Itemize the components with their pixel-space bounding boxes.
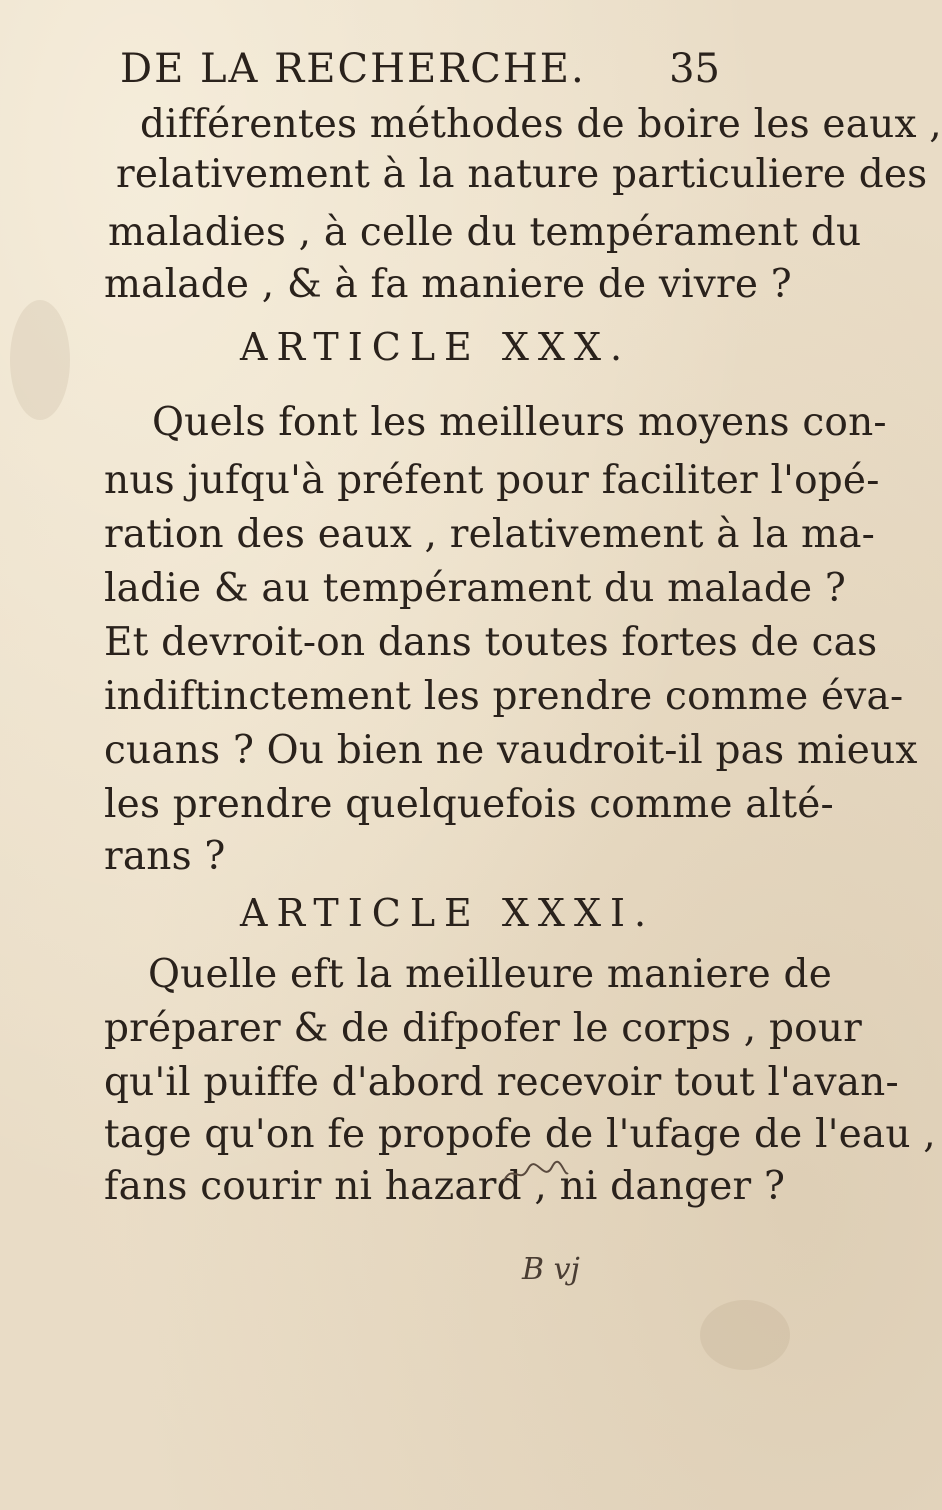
text-line: ration des eaux , relativement à la ma- — [104, 512, 876, 557]
text-line: malade , & à fa maniere de vivre ? — [104, 262, 792, 307]
text-line: indiftinctement les prendre comme éva- — [104, 674, 904, 719]
text-line: Quelle eft la meilleure maniere de — [148, 952, 832, 997]
ink-scribble — [500, 1155, 570, 1191]
text-line: ladie & au tempérament du malade ? — [104, 566, 847, 611]
text-line: rans ? — [104, 834, 226, 879]
signature-mark: B vj — [522, 1252, 580, 1287]
paper-stain — [700, 1300, 790, 1370]
text-line: qu'il puiffe d'abord recevoir tout l'avan- — [104, 1060, 899, 1105]
article-heading: ARTICLE XXX. — [240, 325, 632, 369]
text-line: Et devroit-on dans toutes fortes de cas — [104, 620, 878, 665]
text-line: fans courir ni hazard , ni danger ? — [104, 1164, 786, 1209]
running-head — [120, 44, 720, 94]
page-number: 35 — [669, 46, 720, 92]
text-line: tage qu'on fe propofe de l'ufage de l'eau , — [104, 1112, 936, 1157]
text-line: nus jufqu'à préfent pour faciliter l'opé- — [104, 458, 880, 503]
text-line: cuans ? Ou bien ne vaudroit-il pas mieux — [104, 728, 918, 773]
text-line: relativement à la nature particuliere des — [116, 152, 928, 197]
text-line: préparer & de difpofer le corps , pour — [104, 1006, 862, 1051]
text-line: différentes méthodes de boire les eaux , — [140, 102, 942, 147]
article-heading: ARTICLE XXXI. — [240, 891, 656, 935]
text-line: les prendre quelquefois comme alté- — [104, 782, 834, 827]
text-line: Quels font les meilleurs moyens con- — [152, 400, 887, 445]
running-head-title: DE LA RECHERCHE. — [120, 46, 586, 92]
paper-stain — [10, 300, 70, 420]
text-line: maladies , à celle du tempérament du — [108, 210, 862, 255]
